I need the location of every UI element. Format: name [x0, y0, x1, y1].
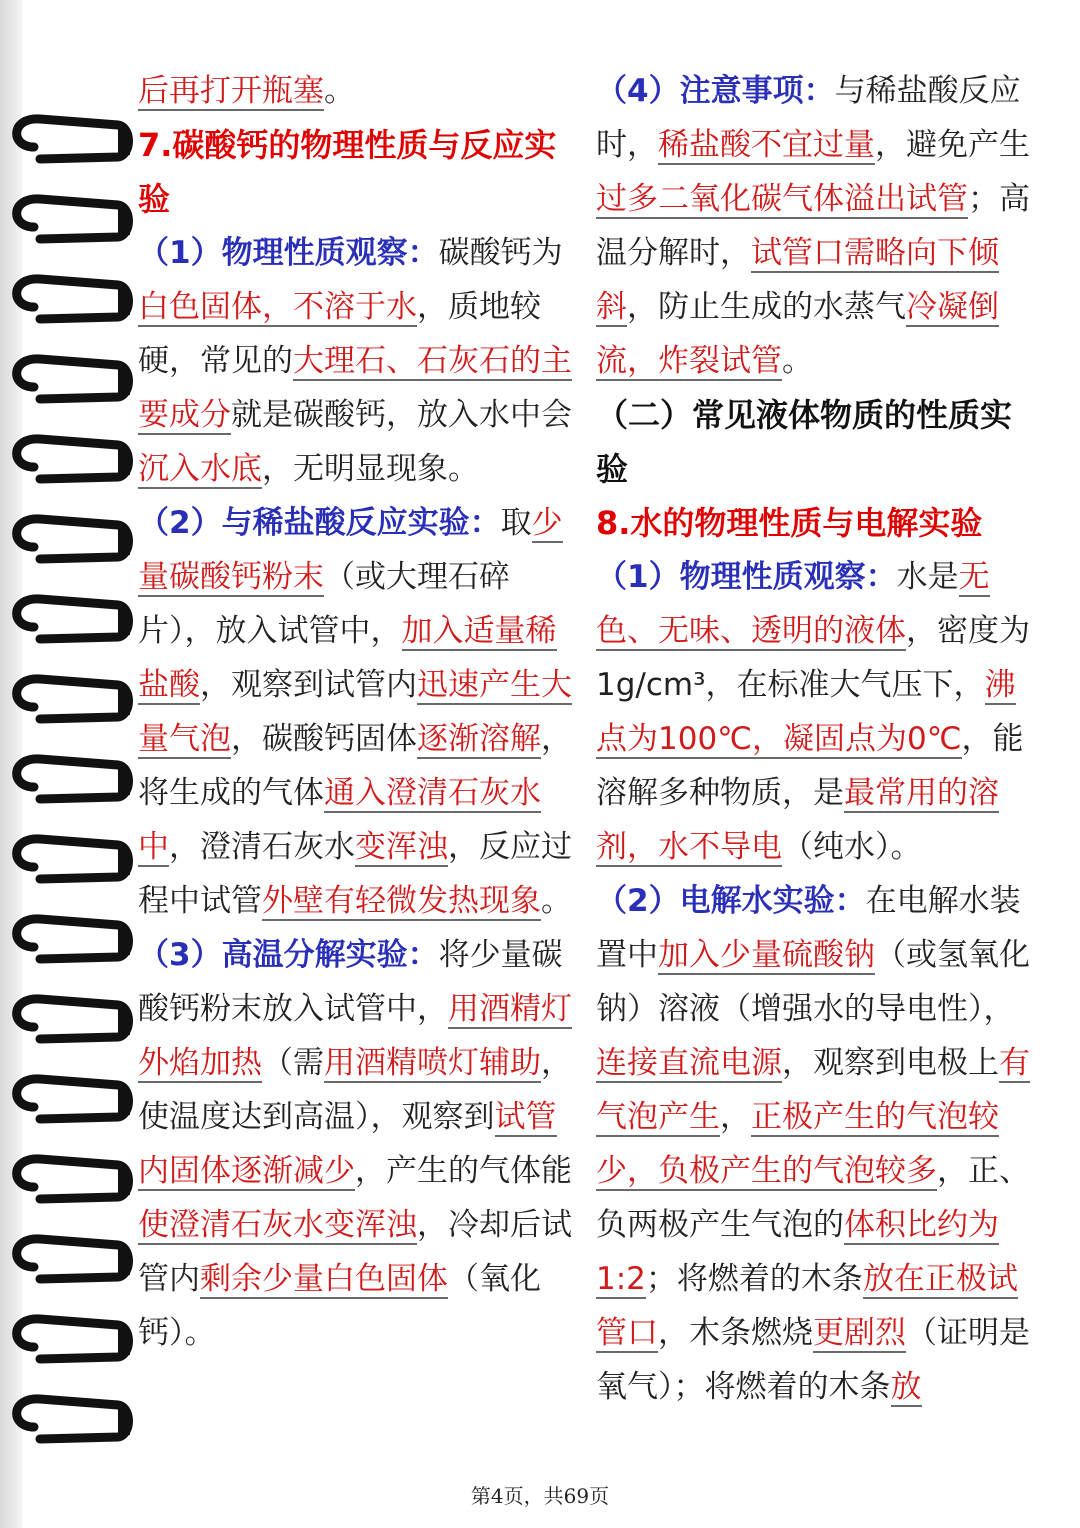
body-text: 水是: [896, 559, 959, 595]
highlight-text: 最常用的溶剂，水不导电: [596, 775, 999, 865]
highlight-text: 冷凝倒流，炸裂试管: [596, 289, 999, 379]
body-text: （证明是氧气）；将燃着的木条: [596, 1315, 1030, 1405]
body-text: ，产生的气体能: [355, 1153, 572, 1189]
body-text: ，观察到电极上: [782, 1045, 999, 1081]
page-footer: 第4页，共69页: [470, 1484, 610, 1508]
subsection-label: （2）与稀盐酸反应实验：: [138, 505, 501, 541]
highlight-text: 有气泡产生: [596, 1045, 1030, 1135]
spiral-hole: [118, 929, 130, 955]
body-text: （或大理石碎片），放入试管中，: [138, 559, 510, 649]
spiral-ring: [17, 1399, 129, 1439]
body-text: ，: [720, 1099, 751, 1135]
subsection-electrolysis: [596, 874, 1036, 1414]
highlight-text: 大理石、石灰石的主要成分: [138, 343, 572, 433]
body-text: 取: [500, 505, 532, 541]
body-text: 碳酸钙为: [438, 235, 563, 271]
body-text: 。: [324, 73, 355, 109]
spiral-hole: [118, 289, 130, 315]
spiral-ring: [17, 599, 129, 639]
body-text: ，避免产生: [875, 127, 1030, 163]
spiral-ring: [17, 359, 129, 399]
spiral-hole: [118, 529, 130, 555]
spiral-hole: [118, 849, 130, 875]
spiral-hole: [118, 689, 130, 715]
spiral-ring: [17, 839, 129, 879]
highlight-text: 外壁有轻微发热现象: [262, 883, 541, 919]
highlight-text: 沸点为100℃，凝固点为0℃: [596, 667, 1016, 757]
spiral-hole: [118, 449, 130, 475]
subsection-hcl-reaction: [138, 496, 576, 928]
spiral-binding: [0, 0, 140, 1528]
highlight-text: 正极产生的气泡较少，负极产生的气泡较多: [596, 1099, 999, 1189]
highlight-text: 用酒精喷灯辅助: [324, 1045, 541, 1081]
body-text: ，密度为1g/cm³，在标准大气压下，: [596, 613, 1030, 703]
spiral-ring: [17, 1079, 129, 1119]
body-text: ，使温度达到高温），观察到: [138, 1045, 572, 1135]
highlight-text: 稀盐酸不宜过量: [658, 127, 875, 163]
highlight-text: 更剧烈: [813, 1315, 906, 1351]
section-7-heading: 7.碳酸钙的物理性质与反应实验: [138, 126, 557, 218]
left-column: [138, 64, 576, 1360]
body-text: ，防止生成的水蒸气: [627, 289, 906, 325]
highlight-text: 后再打开瓶塞: [138, 73, 324, 109]
body-text: ，观察到试管内: [200, 667, 417, 703]
spiral-hole: [118, 769, 130, 795]
spiral-hole: [118, 1089, 130, 1115]
body-text: ，澄清石灰水: [169, 829, 355, 865]
highlight-text: 迅速产生大量气泡: [138, 667, 572, 757]
body-text: ，冷却后试管内: [138, 1207, 572, 1297]
subsection-label: （1）物理性质观察：: [596, 559, 897, 595]
body-text: ；高温分解时，: [596, 181, 1030, 271]
highlight-text: 过多二氧化碳气体溢出试管: [596, 181, 968, 217]
highlight-text: 沉入水底: [138, 451, 262, 487]
highlight-text: 变浑浊: [355, 829, 448, 865]
spiral-hole: [118, 369, 130, 395]
spiral-hole: [118, 1329, 130, 1355]
body-text: ，碳酸钙固体: [231, 721, 417, 757]
subsection-high-temp-decomposition: [138, 928, 576, 1360]
spiral-hole: [118, 1169, 130, 1195]
spiral-ring: [17, 999, 129, 1039]
section-8-heading: 8.水的物理性质与电解实验: [596, 504, 983, 542]
body-text: ，将生成的气体: [138, 721, 572, 811]
highlight-text: 通入澄清石灰水中: [138, 775, 541, 865]
spiral-hole: [118, 1009, 130, 1035]
body-text: （纯水）。: [782, 829, 922, 865]
body-text: ，正、负两极产生气泡的: [596, 1153, 1030, 1243]
spiral-hole: [118, 129, 130, 155]
spiral-ring: [17, 119, 129, 159]
paragraph-continuation: [138, 64, 576, 118]
part-2-heading: （二）常见液体物质的性质实验: [596, 396, 1013, 488]
highlight-text: 加入适量稀盐酸: [138, 613, 557, 703]
body-text: 将少量碳酸钙粉末放入试管中，: [138, 937, 563, 1027]
spiral-ring: [17, 919, 129, 959]
subsection-label: （2）电解水实验：: [596, 883, 866, 919]
highlight-text: 加入少量硫酸钠: [658, 937, 875, 973]
spiral-ring: [17, 439, 129, 479]
subsection-label: （4）注意事项：: [596, 73, 835, 109]
highlight-text: 试管内固体逐渐减少: [138, 1099, 557, 1189]
spiral-hole: [118, 209, 130, 235]
body-text: ，反应过程中试管: [138, 829, 572, 919]
spiral-hole: [118, 1249, 130, 1275]
highlight-text: 无色、无味、透明的液体: [596, 559, 990, 649]
body-text: （氧化钙）。: [138, 1261, 541, 1351]
subsection-precautions: [596, 64, 1036, 388]
highlight-text: 放在正极试管口: [596, 1261, 1018, 1351]
highlight-text: 使澄清石灰水变浑浊: [138, 1207, 417, 1243]
spiral-ring: [17, 519, 129, 559]
body-text: ，无明显现象。: [262, 451, 479, 487]
body-text: 与稀盐酸反应时，: [596, 73, 1021, 163]
subsection-label: （1）物理性质观察：: [138, 235, 439, 271]
highlight-text: 放: [890, 1369, 922, 1405]
spiral-ring: [17, 279, 129, 319]
spiral-ring: [17, 1239, 129, 1279]
spiral-ring: [17, 1319, 129, 1359]
spiral-hole: [118, 1409, 130, 1435]
spiral-ring: [17, 199, 129, 239]
body-text: 。: [782, 343, 813, 379]
body-text: ，质地较硬，常见的: [138, 289, 541, 379]
highlight-text: 剩余少量白色固体: [200, 1261, 448, 1297]
highlight-text: 连接直流电源: [596, 1045, 782, 1081]
highlight-text: 用酒精灯外焰加热: [138, 991, 572, 1081]
body-text: （需: [262, 1045, 324, 1081]
body-text: 就是碳酸钙，放入水中会: [231, 397, 572, 433]
body-text: （或氢氧化钠）溶液（增强水的导电性），: [596, 937, 1030, 1027]
subsection-label: （3）高温分解实验：: [138, 937, 439, 973]
right-column: [596, 64, 1036, 1414]
body-text: 。: [541, 883, 572, 919]
body-text: 在电解水装置中: [596, 883, 1021, 973]
body-text: ，能溶解多种物质，是: [596, 721, 1024, 811]
highlight-text: 体积比约为1:2: [596, 1207, 999, 1297]
subsection-physical-properties: [138, 226, 576, 496]
spiral-ring: [17, 1159, 129, 1199]
subsection-water-properties: [596, 550, 1036, 874]
highlight-text: 少量碳酸钙粉末: [138, 505, 563, 595]
body-text: ；将燃着的木条: [645, 1261, 863, 1297]
highlight-text: 逐渐溶解: [417, 721, 541, 757]
highlight-text: 试管口需略向下倾斜: [596, 235, 999, 325]
spiral-ring: [17, 679, 129, 719]
spiral-hole: [118, 609, 130, 635]
body-text: ，木条燃烧: [658, 1315, 813, 1351]
highlight-text: 白色固体，不溶于水: [138, 289, 417, 325]
spiral-ring: [17, 759, 129, 799]
